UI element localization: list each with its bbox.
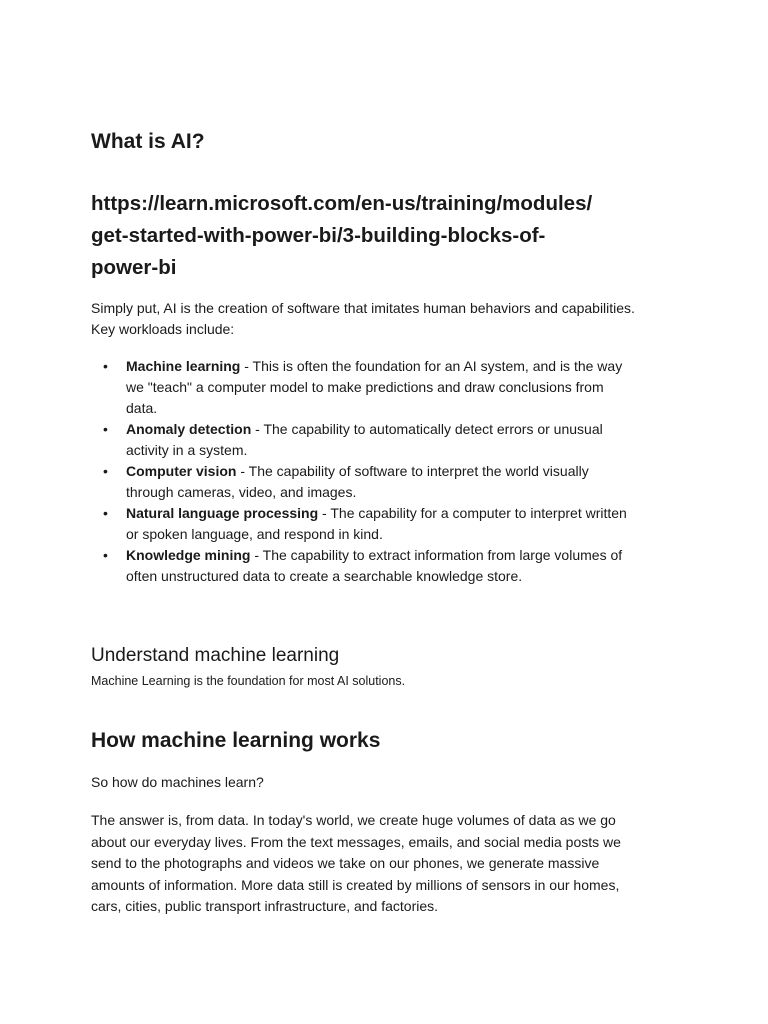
list-item-line [126, 503, 691, 524]
answer-line: amounts of information. More data still is created by millions of sensors in our homes, [91, 876, 620, 893]
list-item-text: - The capability to automatically detect errors or unusual [251, 421, 603, 437]
answer-line: cars, cities, public transport infrastructure, and factories. [91, 898, 439, 914]
list-item-line: we "teach" a computer model to make predictions and draw conclusions from [126, 379, 604, 395]
list-item-term: Anomaly detection [126, 421, 252, 437]
question-paragraph: So how do machines learn? [91, 774, 264, 790]
list-item [91, 419, 691, 461]
list-item-line: often unstructured data to create a searchable knowledge store. [126, 568, 523, 584]
url-heading-line: https://learn.microsoft.com/en-us/training/modules/ [91, 192, 593, 215]
bullet-icon: • [103, 505, 108, 521]
intro-paragraph [91, 298, 691, 340]
list-item-line [126, 461, 691, 482]
list-item-term: Computer vision [126, 463, 237, 479]
bullet-icon: • [103, 358, 108, 374]
list-item [91, 461, 691, 503]
list-item-text: - The capability of software to interpret the world visually [236, 463, 589, 479]
list-item-line [126, 545, 691, 566]
list-item-line: or spoken language, and respond in kind. [126, 526, 383, 542]
answer-line: send to the photographs and videos we take on our phones, we generate massive [91, 855, 600, 871]
heading-what-is-ai: What is AI? [91, 130, 205, 153]
url-heading-line: power-bi [91, 256, 177, 279]
list-item-text: - The capability for a computer to interpret written [318, 505, 627, 521]
intro-line: Key workloads include: [91, 321, 235, 337]
url-heading-line: get-started-with-power-bi/3-building-blocks-of- [91, 224, 546, 247]
url-heading [91, 188, 681, 284]
heading-how-ml-works: How machine learning works [91, 729, 381, 752]
list-item-line: activity in a system. [126, 442, 248, 458]
list-item-term: Machine learning [126, 358, 241, 374]
answer-line: about our everyday lives. From the text messages, emails, and social media posts we [91, 833, 621, 850]
bullet-icon: • [103, 421, 108, 437]
list-item-text: - The capability to extract information from large volumes of [250, 547, 623, 563]
list-item-line: through cameras, video, and images. [126, 484, 357, 500]
list-item [91, 503, 691, 545]
workloads-list [91, 356, 691, 587]
intro-line: Simply put, AI is the creation of software that imitates human behaviors and capabilities. [91, 300, 635, 316]
list-item-line [126, 419, 691, 440]
list-item-term: Natural language processing [126, 505, 319, 521]
list-item [91, 356, 691, 419]
list-item-text: - This is often the foundation for an AI system, and is the way [240, 358, 623, 374]
bullet-icon: • [103, 463, 108, 479]
answer-paragraph [91, 810, 691, 918]
list-item-line [126, 356, 691, 377]
list-item [91, 545, 691, 587]
understand-ml-text: Machine Learning is the foundation for most AI solutions. [91, 674, 406, 688]
bullet-icon: • [103, 547, 108, 563]
heading-understand-ml: Understand machine learning [91, 645, 340, 666]
answer-line: The answer is, from data. In today's world, we create huge volumes of data as we go [91, 812, 616, 828]
list-item-line: data. [126, 400, 158, 416]
list-item-term: Knowledge mining [126, 547, 251, 563]
